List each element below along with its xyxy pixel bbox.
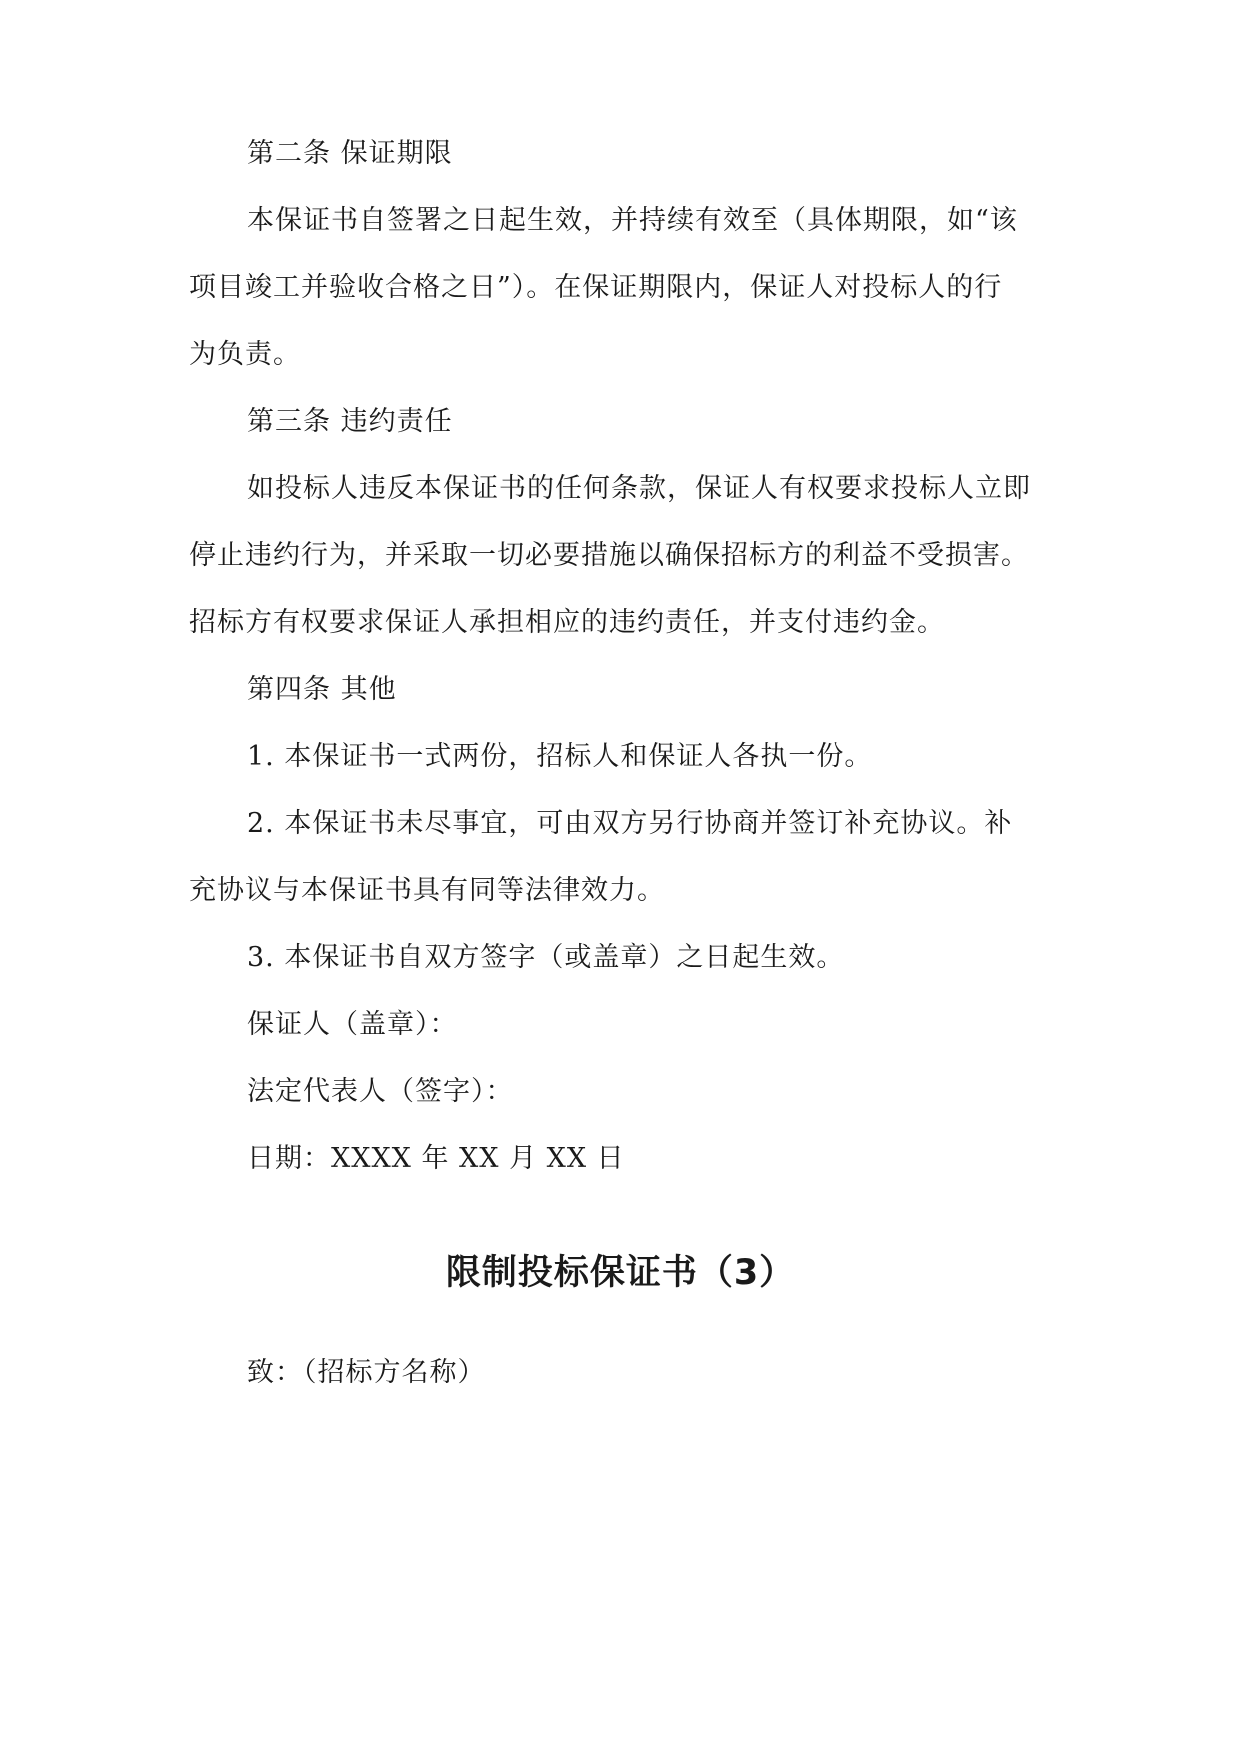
article-3-paragraph-line-3: 招标方有权要求保证人承担相应的违约责任，并支付违约金。: [189, 607, 945, 638]
article-4-item-2-line-2: 充协议与本保证书具有同等法律效力。: [189, 875, 665, 906]
section-title: 限制投标保证书（3）: [445, 1253, 796, 1293]
article-2-heading: 第二条 保证期限: [247, 138, 453, 169]
signature-date: 日期：XXXX 年 XX 月 XX 日: [247, 1143, 625, 1174]
article-3-heading: 第三条 违约责任: [247, 406, 453, 437]
article-4-heading: 第四条 其他: [247, 674, 397, 705]
article-4-item-3: 3. 本保证书自双方签字（或盖章）之日起生效。: [247, 942, 845, 973]
article-3-paragraph-line-2: 停止违约行为，并采取一切必要措施以确保招标方的利益不受损害。: [189, 540, 1029, 571]
article-2-paragraph-line-1: 本保证书自签署之日起生效，并持续有效至（具体期限，如“该: [247, 205, 1018, 236]
recipient-line: 致：（招标方名称）: [247, 1357, 486, 1388]
article-2-paragraph-line-3: 为负责。: [189, 339, 301, 370]
article-4-item-2-line-1: 2. 本保证书未尽事宜，可由双方另行协商并签订补充协议。补: [247, 808, 1013, 839]
article-2-paragraph-line-2: 项目竣工并验收合格之日”）。在保证期限内，保证人对投标人的行: [189, 272, 1003, 303]
signature-guarantor: 保证人（盖章）：: [247, 1009, 458, 1040]
signature-legal-representative: 法定代表人（签字）：: [247, 1076, 514, 1107]
article-4-item-1: 1. 本保证书一式两份，招标人和保证人各执一份。: [247, 741, 873, 772]
article-3-paragraph-line-1: 如投标人违反本保证书的任何条款，保证人有权要求投标人立即: [247, 473, 1031, 504]
